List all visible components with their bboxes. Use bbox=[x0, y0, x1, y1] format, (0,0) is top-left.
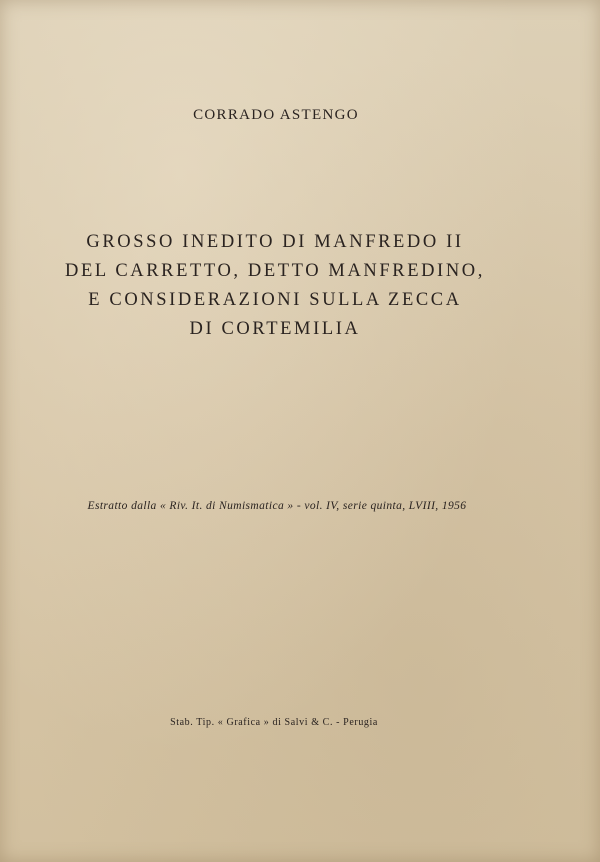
title-line-2: DEL CARRETTO, DETTO MANFREDINO, bbox=[65, 261, 485, 281]
extract-note: Estratto dalla « Riv. It. di Numismatica » - vol. IV, serie quinta, LVIII, 1956 bbox=[87, 500, 467, 512]
author-name: CORRADO ASTENGO bbox=[193, 107, 359, 123]
title-line-4: DI CORTEMILIA bbox=[189, 319, 361, 339]
title-line-1: GROSSO INEDITO DI MANFREDO II bbox=[86, 232, 464, 252]
title-line-3: E CONSIDERAZIONI SULLA ZECCA bbox=[88, 290, 462, 310]
printer-imprint: Stab. Tip. « Grafica » di Salvi & C. - Perugia bbox=[170, 717, 378, 728]
book-title bbox=[50, 228, 500, 344]
